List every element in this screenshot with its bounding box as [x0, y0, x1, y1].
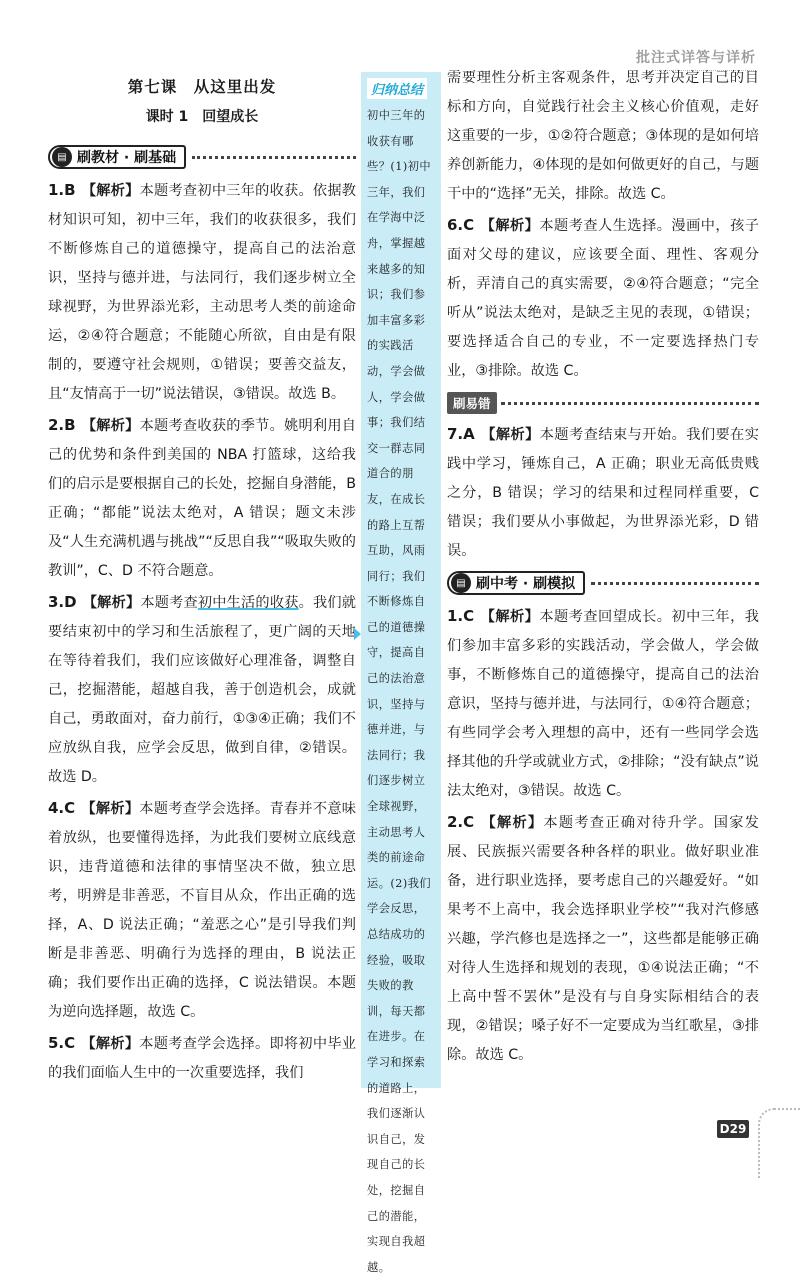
lesson-subtitle: 课时 1 回望成长 — [145, 109, 259, 125]
sidebar-title: 归纳总结 — [367, 78, 427, 99]
corner-decoration — [758, 1108, 800, 1178]
question-2 — [48, 411, 356, 586]
question-number: 1. — [48, 181, 65, 199]
book-icon: ▤ — [52, 147, 72, 167]
answer-letter: D — [64, 593, 77, 611]
question-5-continued: 需要理性分析主客观条件，思考并决定自己的目标和方向，自觉践行社会主义核心价值观，走好这重要的一步，①②符合题意；③体现的是如何培养创新能力，④体现的是如何做更好的自己，与题干中的“选择”无关，排除。故选 C。 — [447, 70, 759, 202]
section-basic-label: 刷教材 · 刷基础 — [77, 150, 177, 166]
question-number: 4. — [48, 799, 65, 817]
header-label: 批注式详答与详析 — [636, 50, 756, 66]
analysis-label: 【解析】 — [480, 218, 540, 234]
exam-question-1 — [447, 602, 759, 806]
right-column — [447, 64, 759, 1072]
answer-letter: A — [463, 425, 475, 443]
lesson-title: 第七课 从这里出发 — [127, 78, 277, 96]
question-text: 本题考查 — [140, 595, 198, 611]
question-6 — [447, 211, 759, 386]
section-exam-header — [447, 568, 759, 598]
question-text: 本题考查正确对待升学。国家发展、民族振兴需要各种各样的职业。做好职业准备，进行职业选择，要考虑自己的兴趣爱好。“如果考不上高中，我会选择职业学校”“我对汽修感兴趣，学汽修也是选择之一”，这些都是能够正确对待人生选择和规划的表现，①④说法正确；“不上高中誓不罢休”是没有与自身实际相结合的表现，②错误；嗓子好不一定要成为当红歌星，③排除。故选 C。 — [447, 815, 759, 1063]
answer-letter: C — [463, 813, 475, 831]
question-text: 本题考查学会选择。青春并不意味着放纵，也要懂得选择，为此我们要树立底线意识，违背道德和法律的事情坚决不做，独立思考，明辨是非善恶，不盲目从众，作出正确的选择，A、D 说法正确；“羞恶之心”是引导我们判断是非善恶、明确行为选择的理由，B 说法正确；我们要作出正确的选择，C 说法错误。本题为逆向选择题，故选 C。 — [48, 801, 356, 1020]
section-badge — [48, 145, 186, 169]
answer-letter: B — [64, 181, 76, 199]
question-text: 本题考查学会选择。即将初中毕业的我们面临人生中的一次重要选择，我们 — [48, 1036, 356, 1081]
analysis-label: 【解析】 — [81, 1036, 140, 1052]
question-4 — [48, 794, 356, 1027]
section-basic-header — [48, 142, 356, 172]
sidebar-text: 初中三年的收获有哪些？(1)初中三年，我们在学海中泛舟，掌握越来越多的知识；我们参加丰富多彩的实践活动，学会做人，学会做事；我们结交一群志同道合的朋友，在成长的路上互帮互助，风雨同行；我们不断修炼自己的道德操守，提高自己的法治意识，坚持与德并进，与法同行；我们逐步树立全球视野，主动思考人类的前途命运。(2)我们学会反思，总结成功的经验，吸取失败的教训，每天都在进步。在学习和探索的道路上，我们逐渐认识自己，发现自己的长处，挖掘自己的潜能，实现自我超越。 — [367, 109, 432, 1274]
section-exam-label: 刷中考 · 刷模拟 — [476, 576, 576, 592]
question-text: 本题考查人生选择。漫画中，孩子面对父母的建议，应该要全面、理性、客观分析，弄清自己的真实需要，②④符合题意；“完全听从”说法太绝对，是缺乏主见的表现，①错误；要选择适合自己的专业，不一定要选择热门专业，③排除。故选 C。 — [447, 218, 759, 379]
analysis-label: 【解析】 — [480, 815, 544, 831]
answer-letter: C — [64, 1034, 76, 1052]
question-1 — [48, 176, 356, 409]
highlighted-phrase: 初中生活的收获 — [197, 595, 299, 611]
section-mistake-label: 刷易错 — [447, 392, 497, 414]
section-badge — [447, 571, 585, 595]
analysis-label: 【解析】 — [81, 418, 140, 434]
question-text: 本题考查结束与开始。我们要在实践中学习，锤炼自己，A 正确；职业无高低贵贱之分，B 错误；学习的结果和过程同样重要，C 错误；我们要从小事做起，为世界添光彩，D 错误。 — [447, 427, 759, 559]
answer-letter: C — [463, 607, 475, 625]
analysis-label: 【解析】 — [480, 427, 540, 443]
book-icon: ▤ — [451, 573, 471, 593]
dotted-divider — [591, 582, 759, 585]
pointer-arrow-icon — [354, 628, 361, 640]
dotted-divider — [192, 156, 356, 159]
page-number: D29 — [717, 1120, 749, 1138]
analysis-label: 【解析】 — [81, 183, 140, 199]
answer-letter: B — [64, 416, 76, 434]
question-text: 。我们就要结束初中的学习和生活旅程了，更广阔的天地在等待着我们，我们应该做好心理准备，调整自己，挖掘潜能，超越自我，善于创造机会，成就自己，勇敢面对，奋力前行，①③④正确；我们不应放纵自我，应学会反思，做到自律，②错误。故选 D。 — [48, 595, 356, 785]
exam-question-2 — [447, 808, 759, 1070]
section-mistake-header — [447, 390, 759, 416]
question-7 — [447, 420, 759, 566]
question-number: 2. — [48, 416, 65, 434]
question-number: 5. — [48, 1034, 65, 1052]
question-text: 本题考查收获的季节。姚明利用自己的优势和条件到美国的 NBA 打篮球，这给我们的启示是要根据自己的长处，挖掘自身潜能，B 正确；“都能”说法太绝对，A 错误；题文未涉及“人生充满机遇与挑战”“反思自我”“吸取失败的教训”，C、D 不符合题意。 — [48, 418, 356, 579]
dotted-divider — [501, 402, 759, 405]
summary-sidebar — [361, 72, 441, 1274]
analysis-label: 【解析】 — [480, 609, 540, 625]
question-number: 3. — [48, 593, 65, 611]
left-column — [48, 72, 356, 1090]
answer-letter: C — [64, 799, 76, 817]
question-number: 7. — [447, 425, 464, 443]
question-3 — [48, 588, 356, 792]
question-number: 6. — [447, 216, 464, 234]
answer-letter: C — [463, 216, 475, 234]
question-number: 1. — [447, 607, 464, 625]
question-5 — [48, 1029, 356, 1088]
question-number: 2. — [447, 813, 464, 831]
analysis-label: 【解析】 — [82, 595, 141, 611]
analysis-label: 【解析】 — [81, 801, 140, 817]
question-text: 本题考查初中三年的收获。依据教材知识可知，初中三年，我们的收获很多，我们不断修炼自己的道德操守，提高自己的法治意识，坚持与德并进，与法同行，我们逐步树立全球视野，为世界添光彩，主动思考人类的前途命运，②④符合题意；不能随心所欲，自由是有限制的，要遵守社会规则，①错误；要善交益友，且“友情高于一切”说法错误，③错误。故选 B。 — [48, 183, 356, 402]
question-text: 本题考查回望成长。初中三年，我们参加丰富多彩的实践活动，学会做人，学会做事，不断修炼自己的道德操守，提高自己的法治意识，坚持与德并进，与法同行，①④符合题意；有些同学会考入理想的高中，还有一些同学会选择其他的升学或就业方式，②排除；“没有缺点”说法太绝对，③错误。故选 C。 — [447, 609, 759, 799]
